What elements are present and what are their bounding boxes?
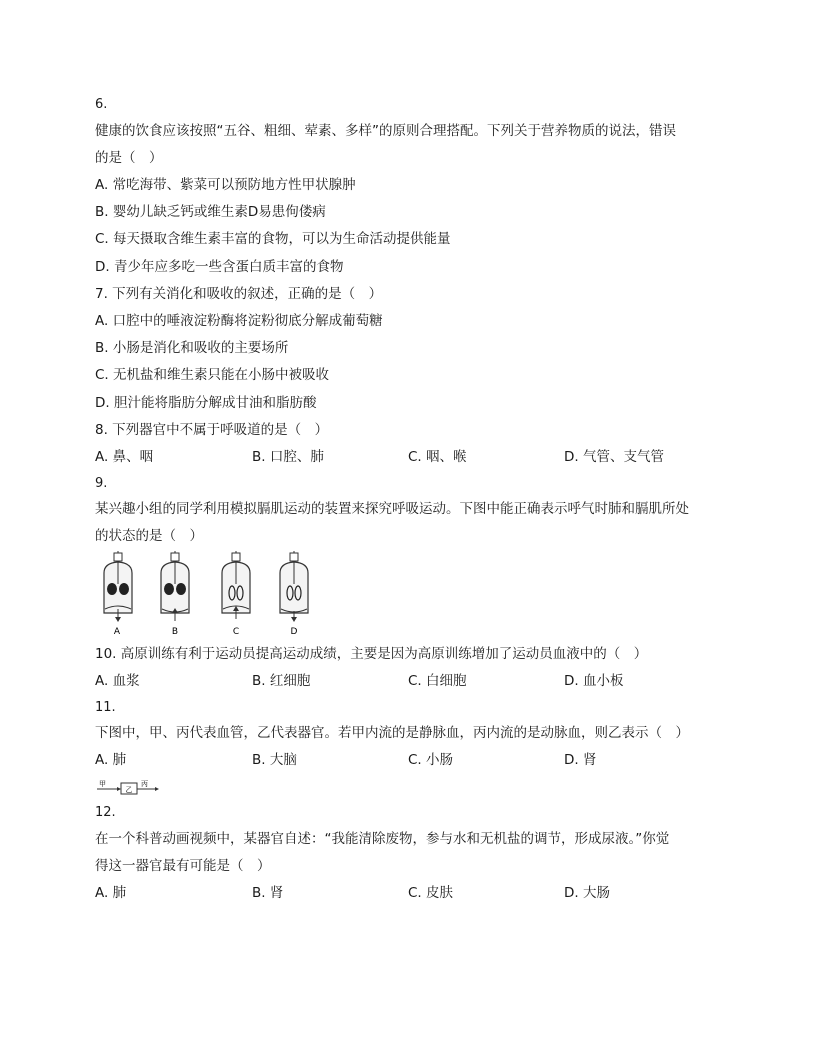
q6-number: 6. — [95, 97, 108, 112]
q8-option-a: A. 鼻、咽 — [95, 449, 154, 465]
q12-option-b: B. 肾 — [252, 885, 284, 901]
q12-stem-line1: 在一个科普动画视频中，某器官自述：“我能清除废物，参与水和无机盐的调节，形成尿液。”你觉 — [95, 831, 670, 847]
q9-number: 9. — [95, 476, 108, 491]
q12-option-c: C. 皮肤 — [408, 885, 454, 901]
jar-b-diagram — [161, 551, 189, 621]
q7-option-c: C. 无机盐和维生素只能在小肠中被吸收 — [95, 367, 330, 383]
q8-option-d: D. 气管、支气管 — [564, 449, 664, 465]
q12-option-d: D. 大肠 — [564, 885, 610, 901]
vessel-organ-diagram — [95, 778, 161, 798]
q7-option-d: D. 胆汁能将脂肪分解成甘油和脂肪酸 — [95, 395, 317, 411]
q7-option-b: B. 小肠是消化和吸收的主要场所 — [95, 340, 289, 356]
q7-stem: 7. 下列有关消化和吸收的叙述，正确的是（ ） — [95, 286, 383, 302]
q6-option-b: B. 婴幼儿缺乏钙或维生素D易患佝偻病 — [95, 204, 326, 220]
q10-option-d: D. 血小板 — [564, 673, 624, 689]
jar-label-c: C — [232, 627, 240, 637]
q6-option-d: D. 青少年应多吃一些含蛋白质丰富的食物 — [95, 259, 344, 275]
q8-option-b: B. 口腔、肺 — [252, 449, 324, 465]
q9-stem-line2: 的状态的是（ ） — [95, 528, 203, 544]
q11-option-c: C. 小肠 — [408, 752, 454, 768]
organ-label-yi: 乙 — [125, 786, 133, 794]
q10-option-a: A. 血浆 — [95, 673, 140, 689]
q11-option-a: A. 肺 — [95, 752, 127, 768]
vessel-label-bing: 丙 — [141, 780, 148, 788]
jar-label-b: B — [171, 627, 179, 637]
q10-option-c: C. 白细胞 — [408, 673, 467, 689]
vessel-label-jia: 甲 — [99, 780, 106, 788]
jar-label-a: A — [113, 627, 121, 637]
q6-stem-line2: 的是（ ） — [95, 150, 163, 166]
q8-stem: 8. 下列器官中不属于呼吸道的是（ ） — [95, 422, 329, 438]
q10-option-b: B. 红细胞 — [252, 673, 311, 689]
jar-a-diagram — [104, 551, 132, 622]
jar-label-d: D — [290, 627, 298, 637]
q10-stem: 10. 高原训练有利于运动员提高运动成绩，主要是因为高原训练增加了运动员血液中的（ ） — [95, 646, 648, 662]
q11-option-b: B. 大脑 — [252, 752, 297, 768]
q6-option-c: C. 每天摄取含维生素丰富的食物，可以为生命活动提供能量 — [95, 231, 451, 247]
q7-option-a: A. 口腔中的唾液淀粉酶将淀粉彻底分解成葡萄糖 — [95, 313, 383, 329]
jar-c-diagram — [222, 551, 250, 619]
bell-jar-figure — [95, 551, 320, 638]
q9-stem-line1: 某兴趣小组的同学利用模拟膈肌运动的装置来探究呼吸运动。下图中能正确表示呼气时肺和膈肌所处 — [95, 501, 689, 517]
q6-option-a: A. 常吃海带、紫菜可以预防地方性甲状腺肿 — [95, 177, 356, 193]
q11-option-d: D. 肾 — [564, 752, 597, 768]
jar-d-diagram — [280, 551, 308, 622]
q8-option-c: C. 咽、喉 — [408, 449, 467, 465]
q6-stem-line1: 健康的饮食应该按照“五谷、粗细、荤素、多样”的原则合理搭配。下列关于营养物质的说法，错误 — [95, 123, 676, 139]
q11-number: 11. — [95, 700, 116, 715]
q12-number: 12. — [95, 805, 116, 820]
q12-option-a: A. 肺 — [95, 885, 127, 901]
q11-stem: 下图中，甲、丙代表血管，乙代表器官。若甲内流的是静脉血，丙内流的是动脉血，则乙表示（ ） — [95, 725, 689, 741]
q12-stem-line2: 得这一器官最有可能是（ ） — [95, 858, 271, 874]
